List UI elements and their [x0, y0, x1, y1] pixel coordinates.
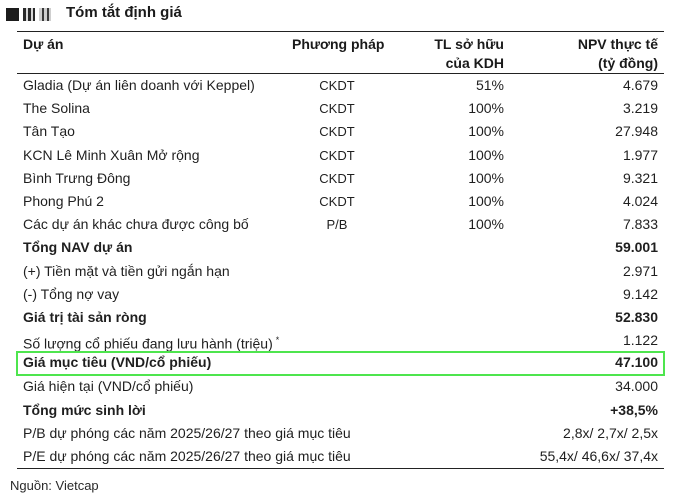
table-body — [17, 74, 664, 468]
table-row — [17, 120, 664, 143]
row-label-text: Gladia (Dự án liên doanh với Keppel) — [23, 77, 255, 93]
row-method: CKDT — [319, 78, 355, 93]
valuation-table — [17, 31, 664, 469]
row-npv: 55,4x/ 46,6x/ 37,4x — [539, 448, 658, 464]
table-row — [17, 422, 664, 445]
table-row — [17, 190, 664, 213]
target-price-row — [17, 352, 664, 375]
row-npv: 2.971 — [622, 262, 658, 279]
row-label — [23, 238, 132, 257]
row-label-text: Tổng NAV dự án — [23, 239, 133, 256]
row-label — [23, 76, 255, 95]
row-npv: 47.100 — [615, 354, 658, 371]
table-row — [17, 329, 664, 352]
row-method: CKDT — [319, 147, 355, 163]
row-label-text: Phong Phú 2 — [23, 192, 104, 209]
row-label-text: Bình Trưng Đông — [23, 169, 131, 186]
row-label — [23, 169, 130, 188]
npv-header-line2: (tỷ đồng) — [598, 55, 658, 71]
row-ownership: 100% — [468, 123, 504, 140]
row-method: CKDT — [319, 124, 355, 140]
table-bottom-rule — [17, 468, 664, 469]
row-label — [23, 331, 279, 354]
column-header-npv — [578, 35, 658, 73]
source-note: Nguồn: Vietcap — [10, 478, 99, 493]
column-header-project: Dự án — [23, 36, 64, 52]
row-label — [23, 401, 146, 420]
logo-pattern-icon — [39, 8, 51, 21]
row-label — [23, 262, 230, 281]
table-row — [17, 306, 664, 329]
ownership-header-line1: TL sở hữu — [434, 36, 504, 52]
row-npv: 34.000 — [615, 378, 658, 395]
row-ownership: 100% — [468, 100, 504, 117]
row-label-text: Giá hiện tại (VND/cổ phiếu) — [23, 378, 194, 395]
row-npv: +38,5% — [610, 401, 658, 418]
row-npv: 2,8x/ 2,7x/ 2,5x — [563, 424, 658, 441]
table-row — [17, 375, 664, 398]
page-title: Tóm tắt định giá — [66, 4, 182, 21]
table-row — [17, 97, 664, 120]
table-row — [17, 260, 664, 283]
row-label-text: Tổng mức sinh lời — [23, 401, 146, 418]
table-row — [17, 399, 664, 422]
row-label — [23, 377, 193, 396]
row-npv: 9.142 — [622, 285, 658, 302]
row-label-text: (+) Tiền mặt và tiền gửi ngắn hạn — [23, 262, 230, 279]
table-row — [17, 213, 664, 236]
row-label — [23, 99, 90, 118]
footnote-marker: * — [275, 335, 280, 346]
row-label-text: The Solina — [23, 100, 90, 117]
table-row — [17, 445, 664, 468]
row-ownership: 100% — [468, 146, 504, 163]
npv-header-line1: NPV thực tế — [577, 36, 658, 52]
row-ownership: 100% — [468, 216, 504, 233]
table-row — [17, 283, 664, 306]
row-ownership: 100% — [468, 169, 504, 186]
row-label-text: Các dự án khác chưa được công bố — [23, 216, 249, 233]
row-label-text: Số lượng cổ phiếu đang lưu hành (triệu) — [23, 335, 273, 352]
brand-logo — [6, 8, 64, 22]
row-label — [23, 353, 211, 372]
table-row — [17, 167, 664, 190]
logo-block-icon — [6, 8, 19, 21]
row-npv: 3.219 — [622, 100, 658, 117]
row-npv: 1.122 — [622, 332, 658, 349]
row-label-text: Giá trị tài sản ròng — [23, 308, 147, 325]
row-label-text: KCN Lê Minh Xuân Mở rộng — [23, 146, 200, 163]
column-header-method: Phương pháp — [292, 36, 385, 52]
table-row — [17, 144, 664, 167]
row-npv: 27.948 — [615, 123, 658, 140]
row-label-text: P/E dự phóng các năm 2025/26/27 theo giá mục tiêu — [23, 448, 351, 464]
row-label-text: Giá mục tiêu (VND/cổ phiếu) — [23, 354, 212, 371]
row-npv: 4.679 — [622, 77, 658, 93]
row-label-text: P/B dự phóng các năm 2025/26/27 theo giá mục tiêu — [23, 424, 351, 441]
row-npv: 1.977 — [622, 146, 658, 163]
column-header-ownership — [434, 35, 504, 73]
row-label — [23, 122, 75, 141]
row-npv: 7.833 — [622, 216, 658, 233]
row-npv: 59.001 — [615, 239, 658, 256]
row-label — [23, 215, 249, 234]
row-label — [23, 146, 199, 165]
row-method: CKDT — [319, 170, 355, 186]
title-bar — [2, 0, 662, 26]
row-method: P/B — [326, 217, 348, 233]
row-ownership: 51% — [475, 77, 504, 93]
row-label-text: Tân Tạo — [23, 123, 75, 140]
row-npv: 9.321 — [622, 169, 658, 186]
table-row — [17, 74, 664, 97]
table-header — [17, 32, 664, 74]
row-method: CKDT — [319, 101, 355, 117]
row-npv: 4.024 — [622, 192, 658, 209]
row-label — [23, 285, 119, 304]
ownership-header-line2: của KDH — [445, 55, 504, 71]
table-row — [17, 236, 664, 259]
row-label — [23, 424, 351, 443]
row-label — [23, 192, 104, 211]
row-label-text: (-) Tổng nợ vay — [23, 285, 120, 302]
row-ownership: 100% — [468, 192, 504, 209]
row-method: CKDT — [319, 193, 355, 209]
row-label — [23, 308, 147, 327]
logo-pattern-icon — [23, 8, 35, 21]
row-npv: 52.830 — [615, 308, 658, 325]
row-label — [23, 447, 351, 466]
